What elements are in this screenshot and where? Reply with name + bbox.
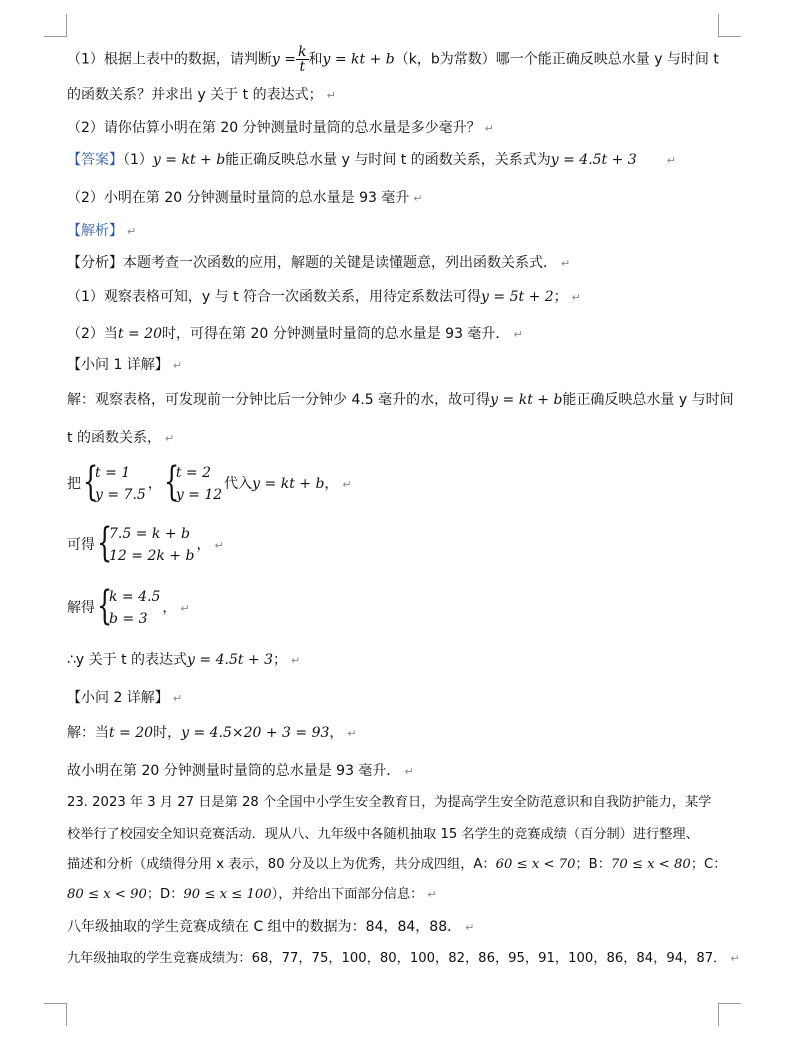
analysis-tag-line bbox=[67, 221, 136, 242]
math: y = 4.5t + 3 bbox=[187, 652, 274, 668]
question-1-line bbox=[67, 45, 719, 74]
text: （1） bbox=[123, 152, 153, 168]
equation-system bbox=[163, 459, 223, 506]
text: y 与 t 符合一次函数关系，用待定系数法可得 bbox=[201, 289, 482, 305]
math: y = 5t + 2 bbox=[481, 289, 554, 305]
text: 时， bbox=[153, 725, 182, 741]
paragraph-mark: ↵ bbox=[172, 359, 183, 372]
paragraph-mark: ↵ bbox=[291, 654, 301, 667]
denominator: t bbox=[299, 59, 306, 75]
text: ， bbox=[147, 476, 162, 492]
numerator: k bbox=[298, 44, 307, 60]
equation-system bbox=[97, 520, 195, 567]
text: 可得 bbox=[67, 537, 95, 553]
answer-line bbox=[67, 150, 676, 171]
text: ∴y 关于 t 的表达式 bbox=[67, 652, 188, 668]
math: y = kt + b bbox=[490, 392, 563, 408]
text: ， bbox=[329, 725, 344, 741]
observation-1-line bbox=[67, 287, 581, 308]
solution-1-line-2 bbox=[67, 428, 174, 449]
equation: t = 2 bbox=[175, 465, 211, 481]
text: （1）根据上表中的数据，请判断 bbox=[67, 51, 272, 68]
kede-line bbox=[67, 520, 224, 568]
math: y = 4.5×20 + 3 = 93 bbox=[181, 725, 330, 741]
text: ； bbox=[273, 652, 288, 668]
equation: k = 4.5 bbox=[109, 589, 161, 605]
text: ；B： bbox=[575, 857, 611, 872]
paragraph-mark: ↵ bbox=[342, 478, 352, 491]
text: 描述和分析（成绩得分用 x 表示，80 分及以上为优秀，共分成四组，A： bbox=[67, 857, 496, 872]
equation: 7.5 = k + b bbox=[109, 526, 190, 542]
math: 90 ≤ x ≤ 100 bbox=[183, 887, 272, 902]
text: 代入 bbox=[224, 476, 253, 492]
text: 的函数关系？并求出 y 关于 t 的表达式； bbox=[67, 87, 323, 103]
page-corner-mark bbox=[718, 14, 741, 37]
therefore-line bbox=[67, 650, 300, 671]
paragraph-mark: ↵ bbox=[561, 257, 571, 270]
answer-line-2 bbox=[67, 188, 423, 209]
math: y = kt + b bbox=[322, 51, 395, 68]
paragraph-mark: ↵ bbox=[172, 692, 183, 705]
question-2-line bbox=[67, 118, 494, 139]
page-corner-mark bbox=[44, 1003, 67, 1026]
paragraph-mark: ↵ bbox=[666, 154, 676, 167]
equation: y = 7.5 bbox=[95, 487, 146, 503]
math: 60 ≤ x < 70 bbox=[495, 857, 576, 872]
text: （2）小明在第 20 分钟测量时量筒的总水量是 93 毫升 bbox=[67, 190, 410, 206]
equation: b = 3 bbox=[109, 611, 148, 627]
brace: { bbox=[97, 520, 113, 566]
equation: 12 = 2k + b bbox=[109, 548, 195, 564]
text: ， bbox=[324, 476, 339, 492]
conclusion-line bbox=[67, 761, 414, 782]
text: 【小问 2 详解】 bbox=[67, 690, 169, 706]
equation-system bbox=[83, 459, 146, 506]
paragraph-mark: ↵ bbox=[465, 921, 475, 934]
math: 70 ≤ x < 80 bbox=[610, 857, 691, 872]
text: 和 bbox=[308, 51, 323, 68]
math: y = kt + b bbox=[152, 152, 226, 168]
math: t = 20 bbox=[109, 725, 154, 741]
question-23-line-3 bbox=[67, 855, 726, 875]
paragraph-mark: ↵ bbox=[427, 888, 437, 901]
solution-1-line bbox=[67, 390, 734, 410]
paragraph-mark: ↵ bbox=[180, 602, 190, 615]
paragraph-mark: ↵ bbox=[730, 952, 740, 965]
equation-system bbox=[97, 583, 161, 630]
text: 九年级抽取的学生竞赛成绩为：68，77，75，100，80，100，82，86，95，91，100，86，84，94，87． bbox=[67, 951, 727, 966]
text: ， bbox=[162, 600, 177, 616]
text: （2）请你估算小明在第 20 分钟测量时量筒的总水量是多少毫升？ bbox=[67, 120, 481, 136]
text: 23. 2023 年 3 月 27 日是第 28 个全国中小学生安全教育日，为提高学生安全防范意识和自我防护能力，某学 bbox=[67, 795, 712, 810]
text: （2）当 bbox=[67, 326, 118, 342]
text: ；D： bbox=[146, 887, 184, 902]
text: 校举行了校园安全知识竞赛活动．现从八、九年级中各随机抽取 15 名学生的竞赛成绩（百分制）进行整理、 bbox=[67, 827, 699, 842]
math: y = 4.5t + 3 bbox=[550, 152, 637, 168]
analysis-tag: 【解析】 bbox=[67, 223, 123, 239]
brace: { bbox=[97, 583, 113, 629]
text: 故小明在第 20 分钟测量时量筒的总水量是 93 毫升． bbox=[67, 763, 401, 779]
question-23-line-4 bbox=[67, 885, 437, 905]
paragraph-mark: ↵ bbox=[127, 225, 137, 238]
question-23-line-2 bbox=[67, 825, 699, 845]
jiede-line bbox=[67, 583, 190, 631]
text: （k，b为常数）哪一个能正确反映总水量 y 与时间 t bbox=[394, 51, 719, 68]
text: 八年级抽取的学生竞赛成绩在 C 组中的数据为：84，84，88． bbox=[67, 919, 462, 935]
question-23-line-5 bbox=[67, 917, 474, 938]
solution-2-line bbox=[67, 723, 357, 744]
question-1-line-2 bbox=[67, 85, 336, 106]
math: 80 ≤ x < 90 bbox=[67, 887, 147, 902]
equation: t = 1 bbox=[95, 465, 131, 481]
observation-2-line bbox=[67, 324, 523, 345]
math: t = 20 bbox=[117, 326, 162, 342]
brace: { bbox=[163, 459, 180, 505]
page-corner-mark bbox=[44, 14, 67, 37]
substitution-line bbox=[67, 459, 352, 507]
fenxi-line bbox=[67, 253, 570, 274]
question-23-line-6 bbox=[67, 949, 740, 969]
text: t 的函数关系， bbox=[67, 430, 161, 446]
math: y = bbox=[271, 51, 297, 68]
paragraph-mark: ↵ bbox=[513, 328, 523, 341]
page-corner-mark bbox=[718, 1003, 741, 1026]
paragraph-mark: ↵ bbox=[326, 89, 336, 102]
brace: { bbox=[83, 459, 99, 505]
paragraph-mark: ↵ bbox=[404, 765, 414, 778]
text: ；C： bbox=[690, 857, 727, 872]
text: （1）观察表格可知， bbox=[67, 289, 202, 305]
fraction bbox=[296, 45, 308, 74]
question-23-line-1 bbox=[67, 793, 711, 813]
text: ； bbox=[553, 289, 568, 305]
paragraph-mark: ↵ bbox=[571, 291, 581, 304]
text: 【小问 1 详解】 bbox=[67, 357, 169, 373]
math: y = kt + b bbox=[252, 476, 325, 492]
sub-question-2-header bbox=[67, 688, 182, 709]
text: 【分析】本题考查一次函数的应用，解题的关键是读懂题意，列出函数关系式． bbox=[67, 255, 557, 271]
sub-question-1-header bbox=[67, 355, 182, 376]
text: ， bbox=[196, 537, 211, 553]
paragraph-mark: ↵ bbox=[413, 192, 423, 205]
equation: y = 12 bbox=[175, 487, 223, 503]
paragraph-mark: ↵ bbox=[347, 727, 357, 740]
text: 解：当 bbox=[67, 725, 109, 741]
text: 能正确反映总水量 y 与时间 bbox=[562, 392, 734, 408]
paragraph-mark: ↵ bbox=[484, 122, 494, 135]
text: 解得 bbox=[67, 600, 95, 616]
text: ），并给出下面部分信息： bbox=[271, 887, 424, 902]
text: 把 bbox=[67, 476, 81, 492]
answer-tag: 【答案】 bbox=[67, 152, 123, 168]
paragraph-mark: ↵ bbox=[214, 539, 224, 552]
text: 解：观察表格，可发现前一分钟比后一分钟少 4.5 毫升的水，故可得 bbox=[67, 392, 491, 408]
paragraph-mark: ↵ bbox=[164, 432, 175, 445]
text: 时，可得在第 20 分钟测量时量筒的总水量是 93 毫升． bbox=[162, 326, 510, 342]
text: 能正确反映总水量 y 与时间 t 的函数关系，关系式为 bbox=[225, 152, 551, 168]
